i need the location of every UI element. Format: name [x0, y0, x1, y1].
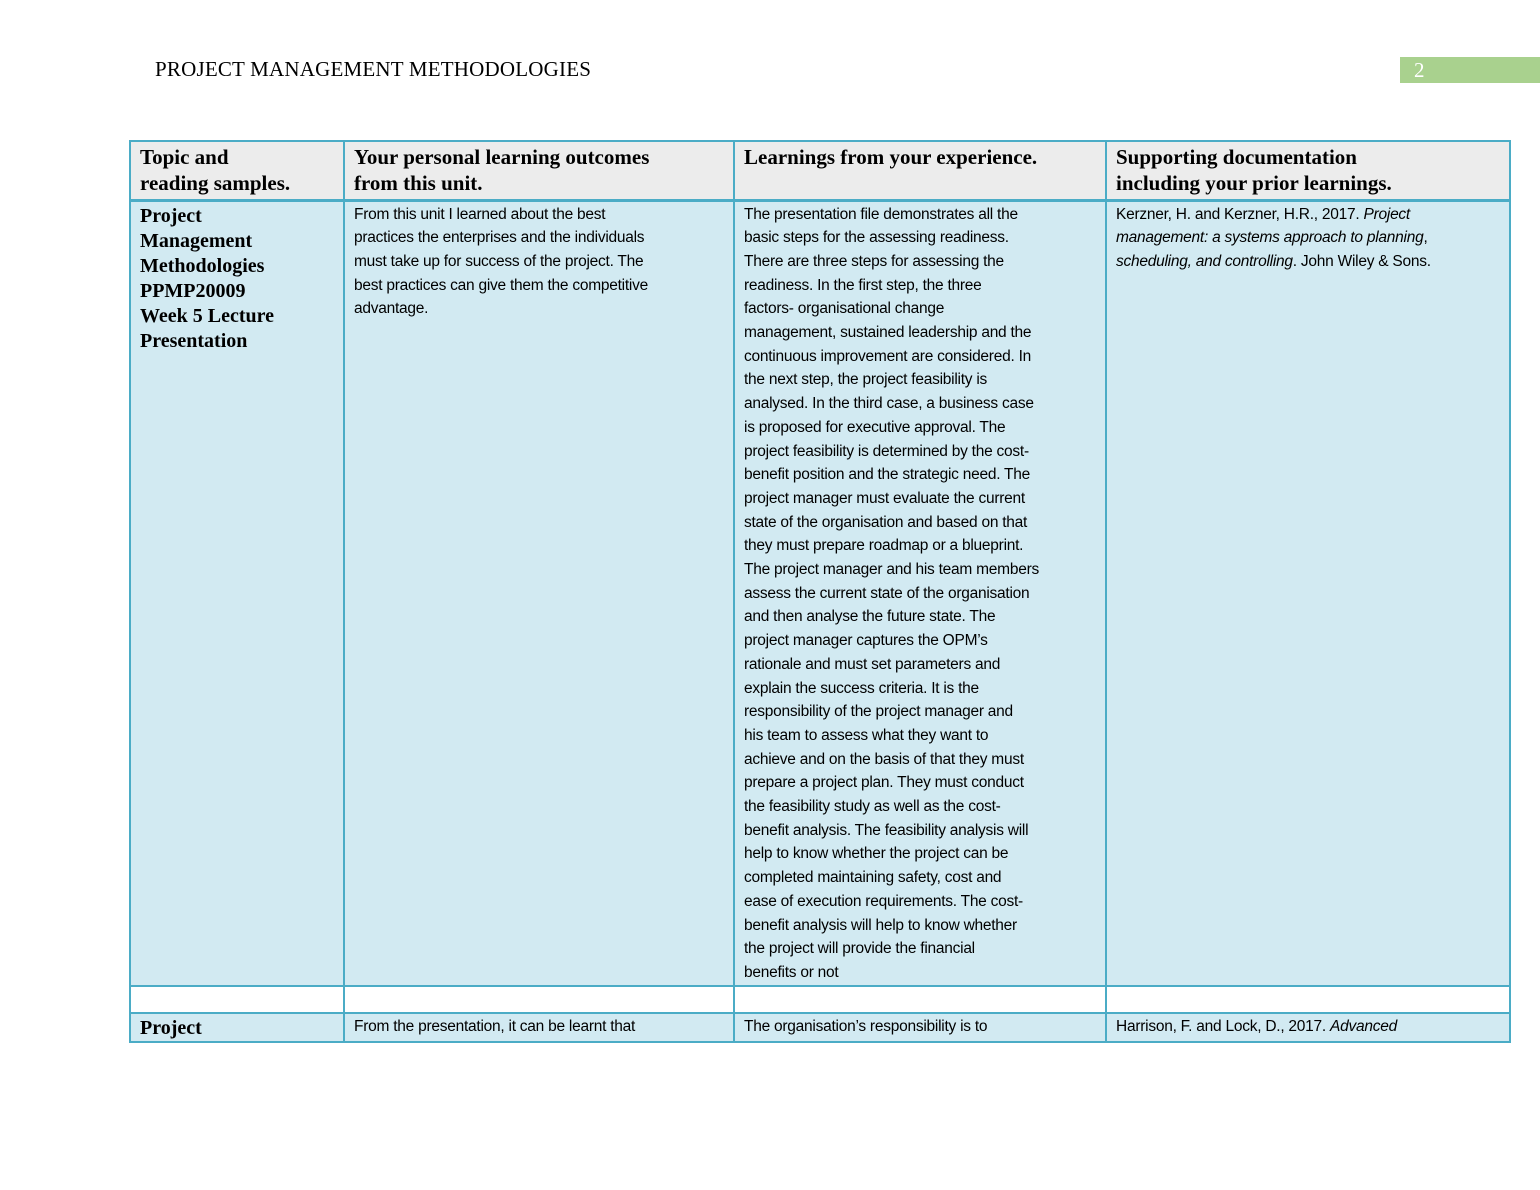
topic-line: Week 5 Lecture [140, 304, 275, 327]
cell-experience [734, 1013, 1106, 1042]
header-line: Topic and [140, 145, 229, 169]
table-header-row [130, 141, 1510, 200]
cell-outcomes [344, 200, 734, 986]
topic-line: Presentation [140, 329, 248, 352]
citation-title-text: management: a systems approach to planning [1116, 229, 1424, 247]
citation-line [1116, 1015, 1500, 1039]
experience-line: management, sustained leadership and the [744, 324, 1032, 342]
column-header-topic [130, 141, 344, 200]
cell-outcomes [344, 986, 734, 1013]
experience-line: benefit position and the strategic need. The [744, 466, 1031, 484]
column-header-experience [734, 141, 1106, 200]
experience-line: readiness. In the first step, the three [744, 276, 982, 294]
outcomes-line: advantage. [354, 300, 429, 318]
header-line: from this unit. [354, 171, 483, 195]
citation-title-text: scheduling, and controlling [1116, 252, 1293, 270]
cell-documentation [1106, 986, 1510, 1013]
citation-line [1116, 203, 1500, 227]
experience-line: The organisation’s responsibility is to [744, 1018, 988, 1035]
experience-line: The project manager and his team members [744, 561, 1039, 579]
cell-experience [734, 200, 1106, 986]
table-row-empty [130, 986, 1510, 1013]
header-line: reading samples. [140, 171, 291, 195]
citation-text: Kerzner, H. and Kerzner, H.R., 2017. [1116, 205, 1364, 223]
topic-line: Project [140, 1017, 202, 1039]
experience-line: assess the current state of the organisation [744, 584, 1030, 602]
experience-line: benefit analysis. The feasibility analysis will [744, 821, 1029, 839]
experience-line: the feasibility study as well as the cost- [744, 798, 1001, 816]
experience-line: his team to assess what they want to [744, 726, 989, 744]
outcomes-line: From this unit I learned about the best [354, 205, 606, 223]
cell-topic [130, 200, 344, 986]
experience-line: achieve and on the basis of that they must [744, 750, 1024, 768]
experience-line: the next step, the project feasibility is [744, 371, 988, 389]
topic-line: Management [140, 229, 253, 252]
cell-topic [130, 986, 344, 1013]
experience-line: benefits or not [744, 964, 839, 981]
citation-text: Harrison, F. and Lock, D., 2017. [1116, 1018, 1331, 1035]
experience-line: the project will provide the financial [744, 940, 975, 958]
citation-text: , [1423, 229, 1428, 247]
experience-line: project feasibility is determined by the cost- [744, 442, 1029, 460]
outcomes-line: best practices can give them the competitive [354, 276, 648, 294]
outcomes-line: practices the enterprises and the individuals [354, 229, 645, 247]
experience-line: responsibility of the project manager and [744, 703, 1013, 721]
cell-experience [734, 986, 1106, 1013]
outcomes-line: From the presentation, it can be learnt that [354, 1018, 636, 1035]
citation-line [1116, 250, 1500, 274]
topic-line: Methodologies [140, 254, 265, 277]
learning-journal-table [129, 140, 1511, 1043]
column-header-outcomes [344, 141, 734, 200]
table-row [130, 200, 1510, 986]
experience-line: rationale and must set parameters and [744, 655, 1001, 673]
header-line: Your personal learning outcomes [354, 145, 650, 169]
cell-documentation [1106, 200, 1510, 986]
experience-line: completed maintaining safety, cost and [744, 869, 1002, 887]
citation-text: . John Wiley & Sons. [1292, 252, 1431, 270]
experience-line: is proposed for executive approval. The [744, 418, 1006, 436]
experience-line: project manager must evaluate the current [744, 489, 1025, 507]
topic-line: PPMP20009 [140, 279, 246, 302]
experience-line: There are three steps for assessing the [744, 252, 1004, 270]
cell-topic [130, 1013, 344, 1042]
experience-line: and then analyse the future state. The [744, 608, 996, 626]
experience-line: help to know whether the project can be [744, 845, 1009, 863]
experience-line: basic steps for the assessing readiness. [744, 229, 1009, 247]
citation-title-text: Advanced [1330, 1018, 1397, 1035]
table-row [130, 1013, 1510, 1042]
experience-line: they must prepare roadmap or a blueprint. [744, 537, 1024, 555]
experience-line: ease of execution requirements. The cost- [744, 892, 1023, 910]
experience-line: factors- organisational change [744, 300, 945, 318]
experience-line: continuous improvement are considered. In [744, 347, 1031, 365]
experience-line: state of the organisation and based on that [744, 513, 1028, 531]
experience-line: analysed. In the third case, a business case [744, 395, 1034, 413]
cell-documentation [1106, 1013, 1510, 1042]
citation-line [1116, 226, 1500, 250]
running-header-title: PROJECT MANAGEMENT METHODOLOGIES [155, 57, 592, 81]
header-line: Learnings from your experience. [744, 145, 1038, 169]
column-header-documentation [1106, 141, 1510, 200]
topic-line: Project [140, 204, 202, 227]
page-number-badge: 2 [1400, 57, 1540, 83]
outcomes-line: must take up for success of the project. The [354, 252, 644, 270]
experience-line: project manager captures the OPM’s [744, 632, 988, 650]
header-line: including your prior learnings. [1116, 171, 1392, 195]
experience-line: explain the success criteria. It is the [744, 679, 979, 697]
citation-title-text: Project [1363, 205, 1410, 223]
experience-line: prepare a project plan. They must conduct [744, 774, 1024, 792]
experience-line: The presentation file demonstrates all the [744, 205, 1018, 223]
cell-outcomes [344, 1013, 734, 1042]
experience-line: benefit analysis will help to know whether [744, 916, 1017, 934]
header-line: Supporting documentation [1116, 145, 1357, 169]
